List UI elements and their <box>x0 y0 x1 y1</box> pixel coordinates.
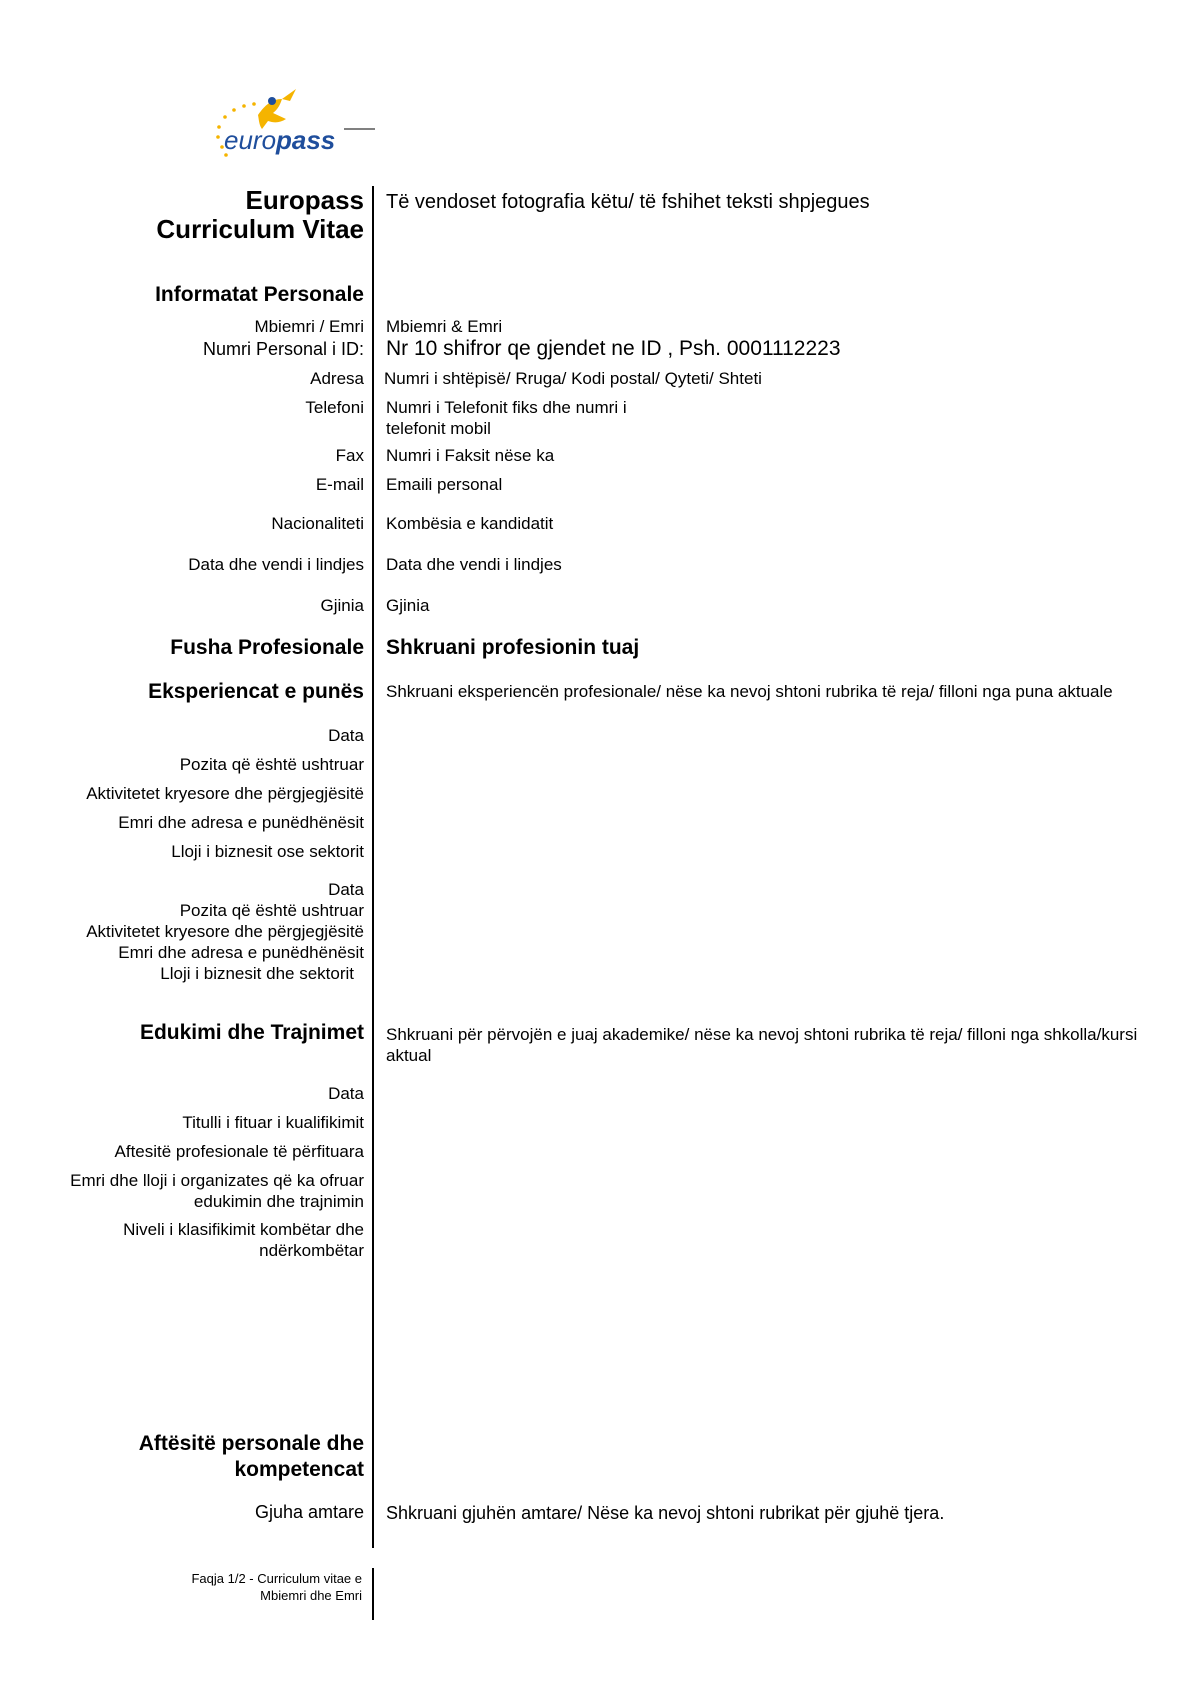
personal-heading: Informatat Personale <box>155 283 364 306</box>
experience-note: Shkruani eksperiencën profesionale/ nëse ka nevoj shtoni rubrika të reja/ filloni nga puna aktuale <box>386 682 1113 701</box>
profession-heading: Fusha Profesionale <box>170 636 364 659</box>
footer-divider <box>372 1568 374 1620</box>
skills-heading <box>24 1431 364 1483</box>
label-mother-tongue: Gjuha amtare <box>254 1502 364 1522</box>
value-telephone-line2: telefonit mobil <box>386 419 491 438</box>
edu-organization <box>4 1170 364 1212</box>
exp2-position: Pozita që është ushtruar <box>179 901 364 920</box>
column-divider <box>372 186 374 1548</box>
footer-line2: Mbiemri dhe Emri <box>260 1588 362 1603</box>
label-surname-name: Mbiemri / Emri <box>254 317 364 336</box>
label-email: E-mail <box>315 475 364 494</box>
europass-logo <box>210 85 380 165</box>
exp1-date: Data <box>328 726 364 745</box>
edu-level <box>4 1219 364 1261</box>
exp2-date: Data <box>328 880 364 899</box>
edu-title: Titulli i fituar i kualifikimit <box>182 1113 364 1132</box>
title-line2: Curriculum Vitae <box>156 214 364 244</box>
value-personal-id: Nr 10 shifror qe gjendet ne ID , Psh. 0001112223 <box>386 337 841 360</box>
exp1-sector: Lloji i biznesit ose sektorit <box>171 842 364 861</box>
exp1-employer: Emri dhe adresa e punëdhënësit <box>118 813 364 832</box>
title-line1: Europass <box>245 185 364 215</box>
label-address: Adresa <box>310 369 364 388</box>
exp2-sector: Lloji i biznesit dhe sektorit <box>160 964 354 983</box>
svg-text:pass: pass <box>276 125 336 155</box>
profession-value: Shkruani profesionin tuaj <box>386 636 640 659</box>
value-gender: Gjinia <box>386 596 430 615</box>
education-note-line1: Shkruani për përvojën e juaj akademike/ nëse ka nevoj shtoni rubrika të reja/ filloni nga shkolla/kursi <box>386 1025 1138 1044</box>
skills-heading-line2: kompetencat <box>234 1458 364 1481</box>
svg-text:euro: euro <box>224 125 277 155</box>
value-nationality: Kombësia e kandidatit <box>386 514 554 533</box>
education-note-line2: aktual <box>386 1046 432 1065</box>
edu-skills: Aftesitë profesionale të përfituara <box>114 1142 364 1161</box>
value-fax: Numri i Faksit nëse ka <box>386 446 555 465</box>
page-footer <box>122 1570 362 1604</box>
value-surname-name: Mbiemri & Emri <box>386 317 503 336</box>
label-personal-id: Numri Personal i ID: <box>202 339 364 359</box>
footer-line1: Faqja 1/2 - Curriculum vitae e <box>191 1571 362 1586</box>
education-heading: Edukimi dhe Trajnimet <box>139 1021 364 1044</box>
value-address: Numri i shtëpisë/ Rruga/ Kodi postal/ Qyteti/ Shteti <box>384 369 762 388</box>
edu-organization-line2: edukimin dhe trajnimin <box>193 1192 364 1211</box>
exp2-activities: Aktivitetet kryesore dhe përgjegjësitë <box>86 922 364 941</box>
skills-heading-line1: Aftësitë personale dhe <box>138 1432 364 1455</box>
value-birth: Data dhe vendi i lindjes <box>386 555 562 574</box>
label-gender: Gjinia <box>320 596 364 615</box>
label-nationality: Nacionaliteti <box>271 514 364 533</box>
value-email: Emaili personal <box>386 475 503 494</box>
label-telephone: Telefoni <box>305 398 364 417</box>
edu-organization-line1: Emri dhe lloji i organizates që ka ofruar <box>70 1171 364 1190</box>
edu-level-line1: Niveli i klasifikimit kombëtar dhe <box>123 1220 364 1239</box>
label-fax: Fax <box>335 446 364 465</box>
label-birth: Data dhe vendi i lindjes <box>188 555 364 574</box>
cv-title <box>44 186 364 244</box>
exp1-activities: Aktivitetet kryesore dhe përgjegjësitë <box>86 784 364 803</box>
photo-placeholder: Të vendoset fotografia këtu/ të fshihet teksti shpjegues <box>386 191 870 213</box>
value-telephone <box>386 397 627 439</box>
value-telephone-line1: Numri i Telefonit fiks dhe numri i <box>386 398 627 417</box>
exp1-position: Pozita që është ushtruar <box>179 755 364 774</box>
exp2-employer: Emri dhe adresa e punëdhënësit <box>118 943 364 962</box>
value-mother-tongue: Shkruani gjuhën amtare/ Nëse ka nevoj shtoni rubrikat për gjuhë tjera. <box>386 1503 945 1523</box>
edu-date: Data <box>328 1084 364 1103</box>
edu-level-line2: ndërkombëtar <box>259 1241 364 1260</box>
experience-heading: Eksperiencat e punës <box>148 680 364 703</box>
europass-logo-icon <box>210 85 380 165</box>
education-note <box>386 1024 1146 1066</box>
